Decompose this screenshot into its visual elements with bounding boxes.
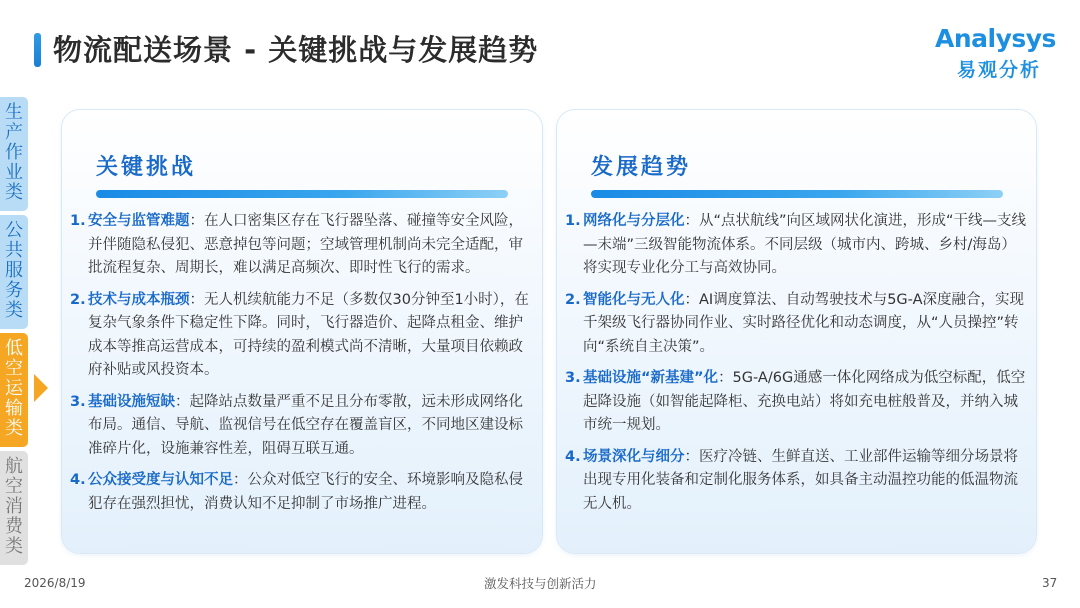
- item-keyword: 公众接受度与认知不足: [88, 472, 233, 488]
- challenges-heading: 关键挑战: [96, 155, 197, 180]
- heading-underline: [591, 190, 1003, 198]
- logo-wordmark: Analysys: [935, 24, 1056, 53]
- side-navigation: [0, 97, 34, 569]
- item-text: [88, 289, 532, 383]
- side-tab-production[interactable]: [0, 97, 28, 211]
- item-keyword: 技术与成本瓶颈: [88, 291, 190, 308]
- item-keyword: 基础设施“新基建”化: [583, 370, 719, 386]
- item-keyword: 基础设施短缺: [88, 393, 175, 410]
- item-text: [583, 446, 1027, 517]
- side-tab-label: 航空消费类: [5, 456, 23, 557]
- item-text: [88, 210, 532, 281]
- side-tab-label: 公共服务类: [5, 220, 23, 321]
- side-tab-low-altitude-transport[interactable]: [0, 333, 28, 447]
- list-item: [565, 289, 1027, 360]
- item-body: ：从“点状航线”向区域网状化演进，形成“干线—支线—末端”三级智能物流体系。不同层级（城市内、跨城、乡村/海岛）将实现专业化分工与高效协同。: [583, 213, 1027, 276]
- active-tab-arrow-icon: [34, 374, 48, 402]
- trends-panel: [557, 110, 1036, 553]
- item-keyword: 网络化与分层化: [583, 213, 685, 229]
- trends-list: [565, 210, 1027, 524]
- list-item: [70, 210, 532, 281]
- item-text: [583, 210, 1027, 281]
- side-tab-label: 低空运输类: [5, 338, 23, 439]
- item-body: ：医疗冷链、生鲜直送、工业部件运输等细分场景将出现专用化装备和定制化服务体系，如具备主动温控功能的低温物流无人机。: [583, 448, 1018, 512]
- title-accent-bar: [34, 33, 41, 67]
- side-tab-public-service[interactable]: [0, 215, 28, 329]
- item-number: 3.: [70, 393, 86, 410]
- trends-heading: 发展趋势: [591, 155, 692, 180]
- footer-slogan: 激发科技与创新活力: [484, 576, 597, 591]
- list-item: [565, 210, 1027, 281]
- item-body: ：在人口密集区存在飞行器坠落、碰撞等安全风险，并伴随隐私侵犯、恶意掉包等问题；空域管理机制尚未完全适配，审批流程复杂、周期长，难以满足高频次、即时性飞行的需求。: [88, 213, 523, 276]
- item-body: ：公众对低空飞行的安全、环境影响及隐私侵犯存在强烈担忧，消费认知不足抑制了市场推广进程。: [88, 472, 523, 512]
- item-keyword: 场景深化与细分: [583, 448, 685, 465]
- brand-logo: [935, 24, 1056, 84]
- list-item: [565, 367, 1027, 438]
- list-item: [70, 469, 532, 516]
- page-number: 37: [1042, 576, 1058, 590]
- list-item: [70, 289, 532, 383]
- item-number: 3.: [565, 370, 581, 386]
- page-title: 物流配送场景 - 关键挑战与发展趋势: [53, 33, 539, 67]
- item-body: ：起降站点数量严重不足且分布零散，远未形成网络化布局。通信、导航、监视信号在低空存在覆盖盲区，不同地区建设标准碎片化，设施兼容性差，阻碍互联互通。: [88, 393, 523, 457]
- challenges-list: [70, 210, 532, 524]
- item-text: [583, 367, 1027, 438]
- item-number: 4.: [565, 448, 581, 465]
- item-keyword: 安全与监管难题: [88, 213, 190, 229]
- list-item: [70, 391, 532, 462]
- item-text: [583, 289, 1027, 360]
- item-keyword: 智能化与无人化: [583, 291, 685, 308]
- item-text: [88, 469, 532, 516]
- item-number: 1.: [565, 213, 581, 229]
- challenges-panel: [62, 110, 542, 553]
- footer-date: 2026/8/19: [24, 576, 86, 590]
- item-number: 4.: [70, 472, 86, 488]
- side-tab-label: 生产作业类: [5, 102, 23, 203]
- item-number: 1.: [70, 213, 86, 229]
- list-item: [565, 446, 1027, 517]
- item-number: 2.: [565, 291, 581, 308]
- item-body: ：无人机续航能力不足（多数仅30分钟至1小时），在复杂气象条件下稳定性下降。同时，飞行器造价、起降点租金、维护成本等推高运营成本，可持续的盈利模式尚不清晰，大量项目依赖政府补贴或风投资本。: [88, 291, 529, 378]
- item-body: ：5G-A/6G通感一体化网络成为低空标配，低空起降设施（如智能起降柜、充换电站）将如充电桩般普及，并纳入城市统一规划。: [583, 370, 1026, 433]
- item-body: ：AI调度算法、自动驾驶技术与5G-A深度融合，实现千架级飞行器协同作业、实时路径优化和动态调度，从“人员操控”转向“系统自主决策”。: [583, 291, 1024, 355]
- item-number: 2.: [70, 291, 86, 308]
- heading-underline: [96, 190, 508, 198]
- logo-chinese-name: 易观分析: [957, 59, 1042, 81]
- side-tab-aviation-consumer[interactable]: [0, 451, 28, 565]
- item-text: [88, 391, 532, 462]
